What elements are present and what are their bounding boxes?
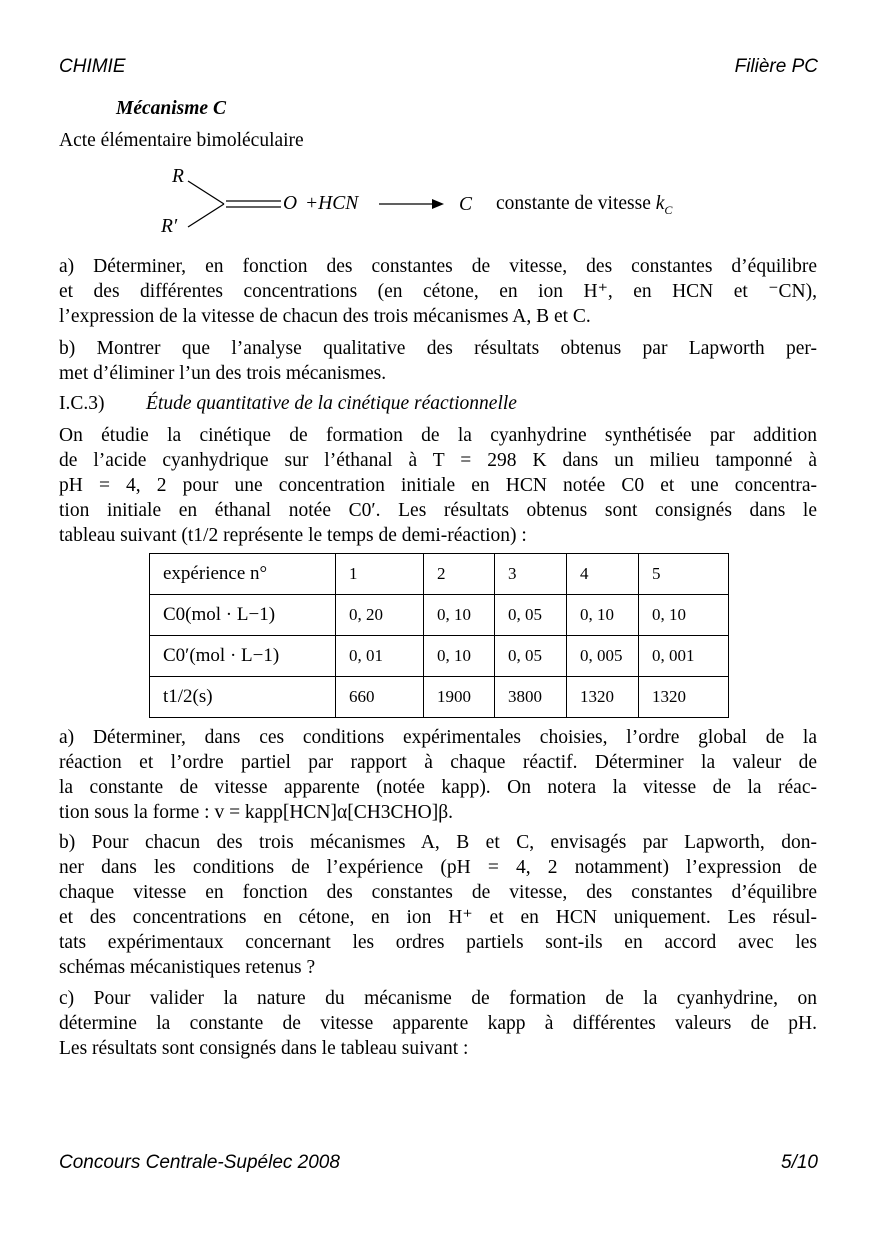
rate-constant-label: constante de vitesse $k_C$ bbox=[496, 193, 673, 217]
question-b-mechanisms: b) Pour chacun des trois mécanismes A, B et C, envisagés par Lapworth, don- ner dans les conditions de l’expérience (pH = 4, 2 notamment) l’expression de chaque vitesse en fonction des constantes de vitesse, des constantes d’équilibre et des concentrations en cétone, en ion H⁺ et en HCN uniquement. Les résul- tats expérimentaux concernant les ordres partiels sont-ils en accord avec les schémas mécanistiques retenus ? bbox=[59, 832, 817, 978]
table-cell: 0, 01 bbox=[336, 636, 424, 677]
table-cell: 3800 bbox=[495, 677, 567, 718]
row-label-experiment: expérience n° bbox=[150, 554, 336, 595]
table-cell: 0, 001 bbox=[639, 636, 729, 677]
row-label-c0: C0(mol · L−1) bbox=[150, 595, 336, 636]
table-cell: 1900 bbox=[424, 677, 495, 718]
table-cell: 2 bbox=[424, 554, 495, 595]
header-subject: CHIMIE bbox=[59, 56, 126, 77]
question-a-rate-laws: a) Déterminer, en fonction des constantes de vitesse, des constantes d’équilibre et des différentes concentrations (en cétone, en ion H⁺, en HCN et ⁻CN), l’expression de la vitesse de chacun des trois mécanismes A, B et C. bbox=[59, 256, 817, 327]
mechanism-c-subtitle: Acte élémentaire bimoléculaire bbox=[59, 130, 304, 151]
table-cell: 1320 bbox=[639, 677, 729, 718]
section-title: Étude quantitative de la cinétique réactionnelle bbox=[146, 393, 517, 414]
table-row bbox=[150, 595, 729, 636]
table-cell: 0, 10 bbox=[567, 595, 639, 636]
table-cell: 3 bbox=[495, 554, 567, 595]
reaction-scheme bbox=[150, 160, 750, 245]
section-number: I.C.3) bbox=[59, 393, 105, 414]
question-c-ph: c) Pour valider la nature du mécanisme de formation de la cyanhydrine, on détermine la constante de vitesse apparente kapp à différentes valeurs de pH. Les résultats sont consignés dans le tableau suivant : bbox=[59, 988, 817, 1059]
table-cell: 0, 05 bbox=[495, 636, 567, 677]
footer-page-number: 5/10 bbox=[781, 1152, 818, 1173]
table-cell: 0, 005 bbox=[567, 636, 639, 677]
table-row bbox=[150, 636, 729, 677]
row-label-c0-prime: C0′(mol · L−1) bbox=[150, 636, 336, 677]
kinetics-intro: On étudie la cinétique de formation de la cyanhydrine synthétisée par addition de l’acide cyanhydrique sur l’éthanal à T = 298 K dans un milieu tamponné à pH = 4, 2 pour une concentration initiale en HCN notée C0 et une concentra- tion initiale en éthanal notée C0′. Les résultats obtenus sont consignés dans le tableau suivant (t1/2 représente le temps de demi-réaction) : bbox=[59, 425, 817, 546]
mechanism-c-title: Mécanisme C bbox=[116, 98, 226, 119]
table-cell: 0, 10 bbox=[424, 636, 495, 677]
header-track: Filière PC bbox=[734, 56, 818, 77]
row-label-half-life: t1/2(s) bbox=[150, 677, 336, 718]
table-row bbox=[150, 677, 729, 718]
table-cell: 0, 10 bbox=[424, 595, 495, 636]
table-cell: 0, 05 bbox=[495, 595, 567, 636]
question-b-lapworth: b) Montrer que l’analyse qualitative des résultats obtenus par Lapworth per- met d’éliminer l’un des trois mécanismes. bbox=[59, 338, 817, 384]
table-cell: 0, 20 bbox=[336, 595, 424, 636]
table-row bbox=[150, 554, 729, 595]
footer-exam-name: Concours Centrale-Supélec 2008 bbox=[59, 1152, 340, 1173]
reagent-hcn: +HCN bbox=[305, 193, 359, 214]
substituent-r: R bbox=[172, 166, 184, 187]
table-cell: 4 bbox=[567, 554, 639, 595]
substituent-r-prime: R′ bbox=[161, 216, 178, 237]
table-cell: 0, 10 bbox=[639, 595, 729, 636]
table-cell: 1320 bbox=[567, 677, 639, 718]
product-c: C bbox=[459, 194, 473, 215]
oxygen-atom: O bbox=[283, 193, 298, 214]
question-a-orders: a) Déterminer, dans ces conditions expérimentales choisies, l’ordre global de la réaction et l’ordre partiel par rapport à chaque réactif. Déterminer la valeur de la constante de vitesse apparente (notée kapp). On notera la vitesse de la réac- tion sous la forme : v = kapp[HCN]α[CH3CHO]β. bbox=[59, 727, 817, 823]
table-cell: 660 bbox=[336, 677, 424, 718]
table-cell: 1 bbox=[336, 554, 424, 595]
kinetics-data-table bbox=[149, 553, 729, 718]
table-cell: 5 bbox=[639, 554, 729, 595]
